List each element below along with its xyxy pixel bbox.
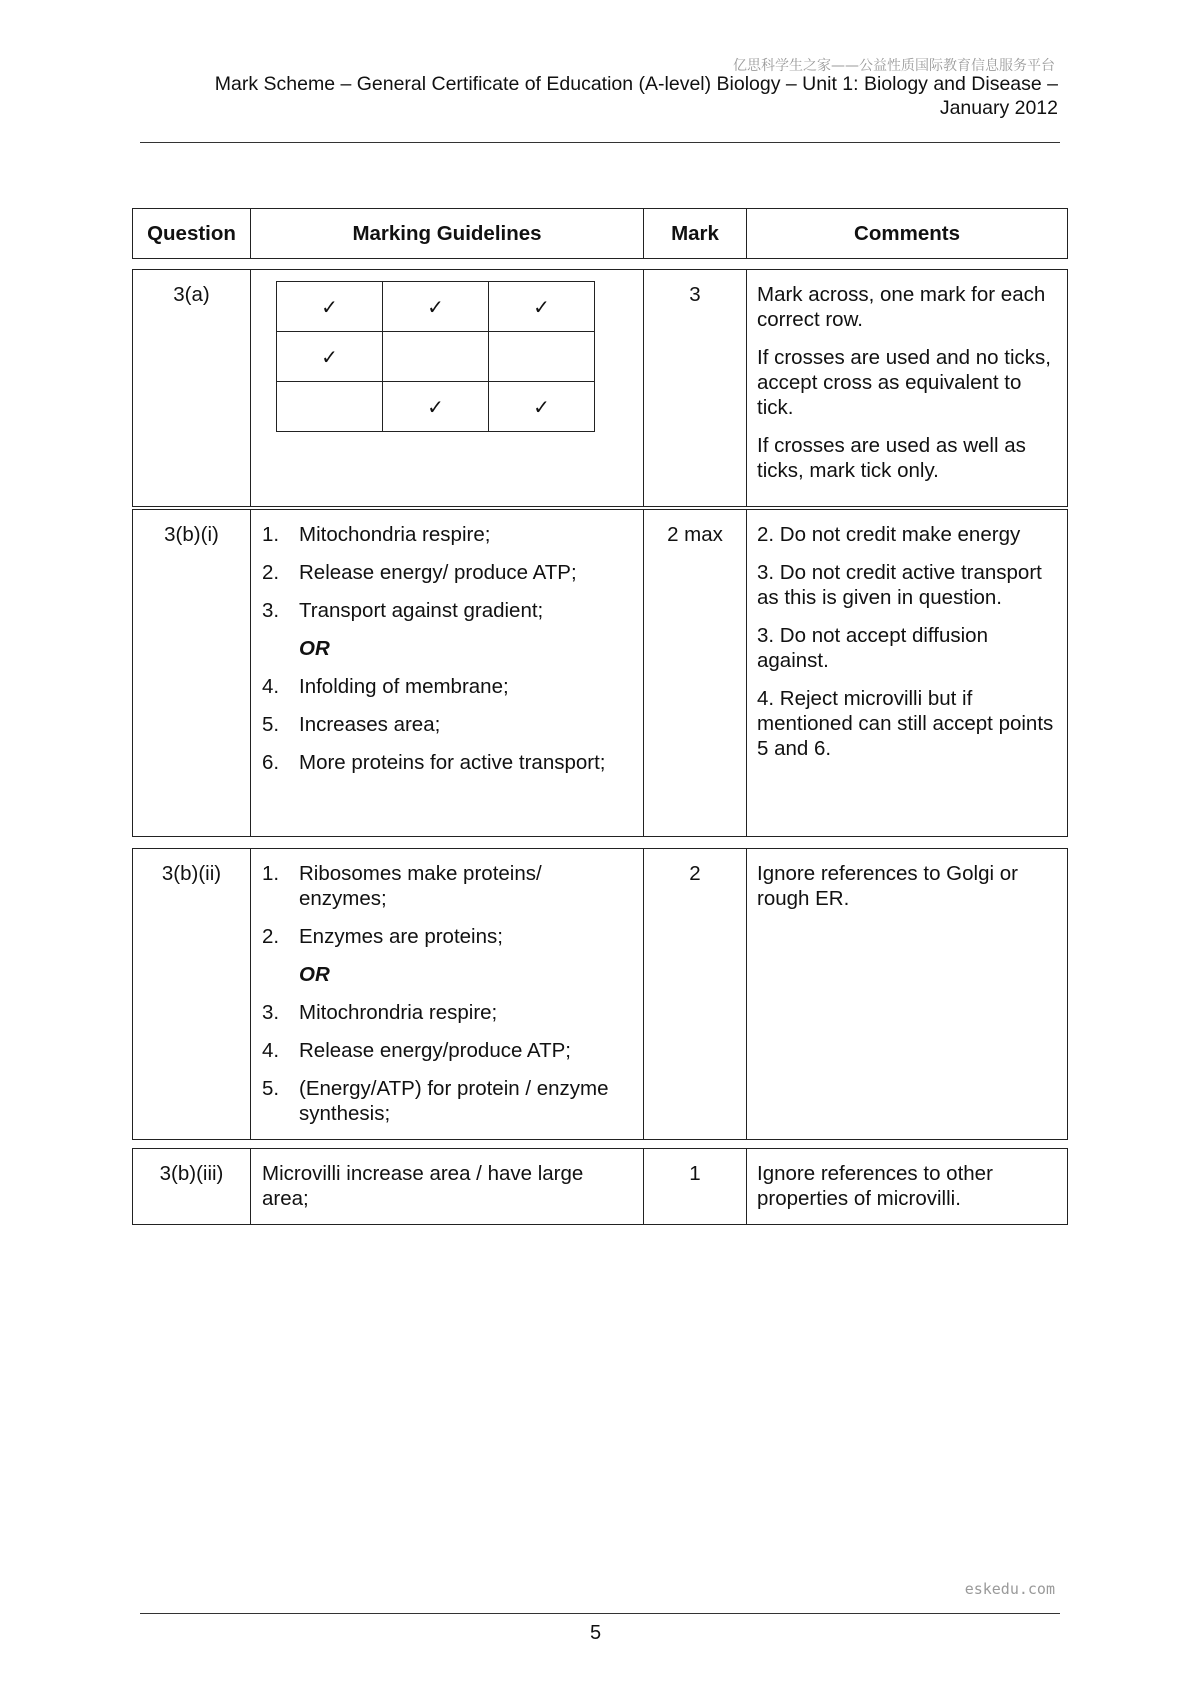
header-line-1: Mark Scheme – General Certificate of Education (A-level) Biology – Unit 1: Biology and Disease – — [214, 73, 1058, 95]
guideline-item — [262, 750, 633, 775]
item-text: (Energy/ATP) for protein / enzyme synthesis; — [299, 1077, 609, 1125]
comment: If crosses are used and no ticks, accept cross as equivalent to tick. — [757, 346, 1051, 419]
header-line-2: January 2012 — [939, 97, 1058, 119]
header-rule — [140, 142, 1060, 143]
guideline-item — [262, 712, 633, 737]
item-text: Release energy/produce ATP; — [299, 1039, 571, 1062]
item-number: 2. — [262, 925, 280, 948]
comments-cell — [747, 1149, 1068, 1225]
item-number: 6. — [262, 751, 280, 774]
tick-mark — [383, 332, 489, 382]
header-comments: Comments — [747, 209, 1068, 259]
item-text: Mitochrondria respire; — [299, 1001, 498, 1024]
question-number: 3(a) — [133, 270, 251, 507]
comments-cell — [747, 849, 1068, 1140]
guideline-item — [262, 522, 633, 547]
table-row — [132, 848, 1068, 1140]
tick-mark: ✓ — [277, 282, 383, 332]
guidelines-cell — [251, 510, 644, 837]
tick-mark — [489, 332, 595, 382]
item-text: Increases area; — [299, 713, 441, 736]
comments-cell — [747, 270, 1068, 507]
item-number: 1. — [262, 862, 280, 885]
item-number: 2. — [262, 561, 280, 584]
item-text: Transport against gradient; — [299, 599, 544, 622]
item-text: Ribosomes make proteins/ enzymes; — [299, 862, 542, 910]
footer-rule — [140, 1613, 1060, 1614]
comment: If crosses are used as well as ticks, mark tick only. — [757, 434, 1026, 482]
comment: Ignore references to Golgi or rough ER. — [757, 862, 1018, 910]
page-number: 5 — [589, 1622, 602, 1644]
or-label: OR — [299, 637, 330, 660]
item-number: 4. — [262, 675, 280, 698]
comment: 3. Do not accept diffusion against. — [757, 624, 988, 672]
question-number: 3(b)(iii) — [133, 1149, 251, 1225]
watermark-top: 亿思科学生之家——公益性质国际教育信息服务平台 — [733, 58, 1055, 74]
tick-mark: ✓ — [383, 282, 489, 332]
table-header — [132, 208, 1068, 259]
header-question: Question — [133, 209, 251, 259]
tick-mark: ✓ — [489, 382, 595, 432]
mark-value: 2 — [644, 849, 747, 1140]
guideline-item — [262, 924, 633, 949]
comment: Mark across, one mark for each correct row. — [757, 283, 1046, 331]
guideline-item — [262, 1000, 633, 1025]
item-text: More proteins for active transport; — [299, 751, 606, 774]
tick-mark: ✓ — [489, 282, 595, 332]
table-row — [132, 269, 1068, 507]
comment: 4. Reject microvilli but if mentioned can still accept points 5 and 6. — [757, 687, 1054, 760]
comment: Ignore references to other properties of microvilli. — [757, 1162, 993, 1210]
header-mark: Mark — [644, 209, 747, 259]
item-number: 3. — [262, 599, 280, 622]
guideline-item — [262, 861, 633, 911]
guideline-item — [262, 1076, 633, 1126]
table-row — [132, 509, 1068, 837]
tick-mark: ✓ — [277, 332, 383, 382]
document-header — [158, 72, 1058, 120]
item-number: 5. — [262, 1077, 280, 1100]
mark-value: 3 — [644, 270, 747, 507]
header-guidelines: Marking Guidelines — [251, 209, 644, 259]
item-number: 1. — [262, 523, 280, 546]
comment: 3. Do not credit active transport as this is given in question. — [757, 561, 1042, 609]
guidelines-cell — [251, 1149, 644, 1225]
item-number: 3. — [262, 1001, 280, 1024]
guideline-item — [262, 560, 633, 585]
comments-cell — [747, 510, 1068, 837]
guidelines-cell — [251, 849, 644, 1140]
watermark-bottom: eskedu.com — [964, 1580, 1055, 1598]
mark-value: 2 max — [644, 510, 747, 837]
tick-grid — [276, 281, 595, 432]
item-number: 4. — [262, 1039, 280, 1062]
item-number: 5. — [262, 713, 280, 736]
or-label: OR — [299, 963, 330, 986]
or-separator — [262, 962, 633, 987]
or-separator — [262, 636, 633, 661]
mark-value: 1 — [644, 1149, 747, 1225]
guideline-item — [262, 674, 633, 699]
item-text: Mitochondria respire; — [299, 523, 491, 546]
guidelines-cell — [251, 270, 644, 507]
tick-mark: ✓ — [383, 382, 489, 432]
item-text: Enzymes are proteins; — [299, 925, 503, 948]
guideline-item — [262, 598, 633, 623]
guideline-text: Microvilli increase area / have large area; — [262, 1162, 584, 1210]
item-text: Infolding of membrane; — [299, 675, 509, 698]
question-number: 3(b)(i) — [133, 510, 251, 837]
comment: 2. Do not credit make energy — [757, 523, 1021, 546]
question-number: 3(b)(ii) — [133, 849, 251, 1140]
tick-mark — [277, 382, 383, 432]
item-text: Release energy/ produce ATP; — [299, 561, 577, 584]
guideline-item — [262, 1038, 633, 1063]
table-row — [132, 1148, 1068, 1225]
